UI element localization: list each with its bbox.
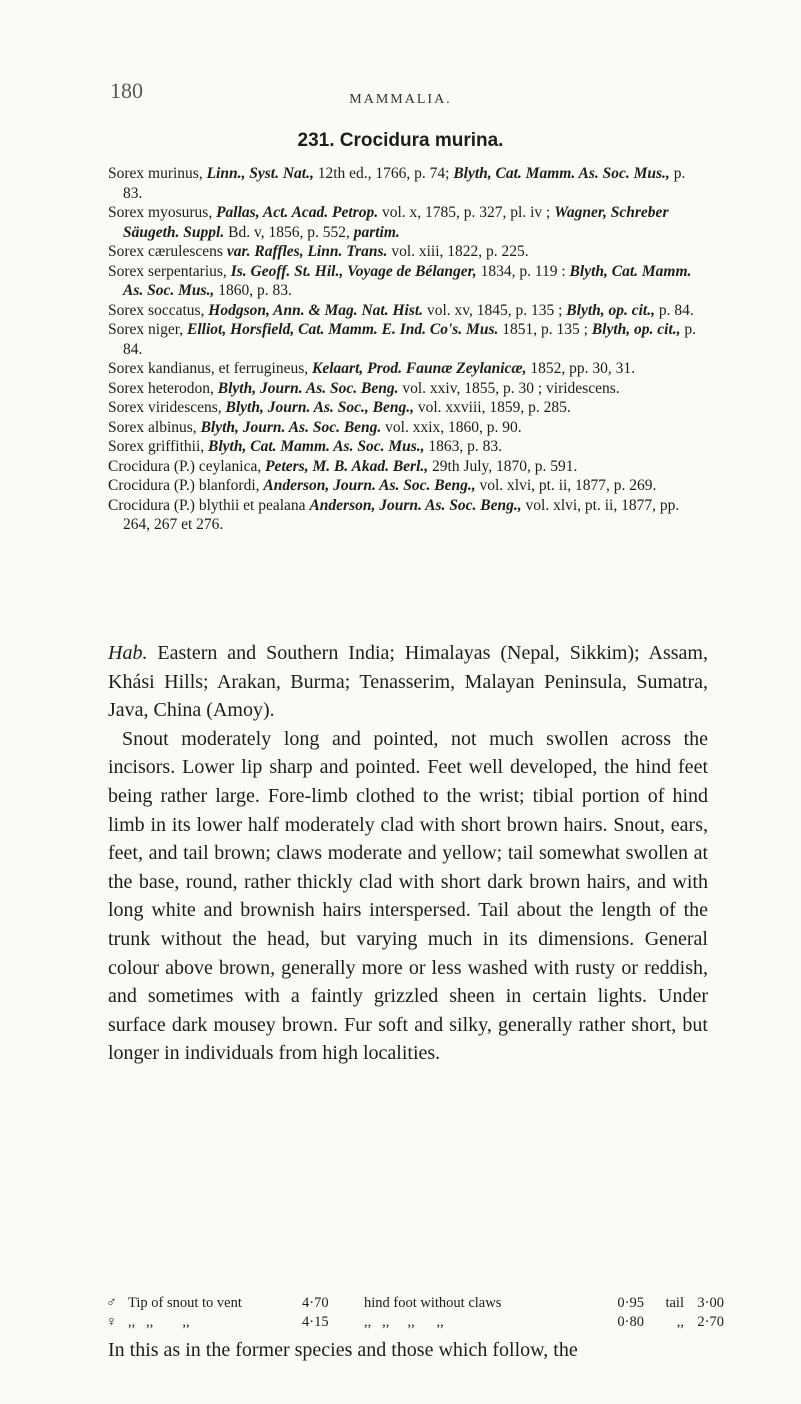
citation-text: 1860, p. 83. xyxy=(214,282,292,299)
female-symbol: ♀ xyxy=(106,1314,117,1330)
synonym-entry xyxy=(108,359,708,379)
citation-text: Sorex soccatus, xyxy=(108,301,209,319)
synonym-entry xyxy=(108,457,708,477)
synonym-entry xyxy=(108,301,708,321)
measurement-value: 2·70 xyxy=(697,1314,724,1330)
citation-text: Sorex serpentarius, xyxy=(108,262,231,280)
citation-text: vol. xxix, 1860, p. 90. xyxy=(381,418,522,436)
citation-author: Kelaart, Prod. Faunæ Zeylanicæ, xyxy=(312,360,527,377)
synonym-entry xyxy=(108,496,708,535)
citation-author: Blyth, Cat. Mamm. As. Soc. Mus., xyxy=(453,165,670,182)
citation-author: Blyth, Journ. As. Soc., Beng., xyxy=(225,399,414,416)
citation-text: Sorex niger, xyxy=(108,321,188,338)
citation-author: Peters, M. B. Akad. Berl., xyxy=(265,457,429,475)
synonym-entry xyxy=(108,262,708,301)
citation-text: p. 84. xyxy=(123,321,697,358)
measurements-table xyxy=(106,1294,726,1332)
citation-author: Blyth, Journ. As. Soc. Beng. xyxy=(217,379,399,397)
running-head: MAMMALIA. xyxy=(349,92,452,107)
citation-text: Sorex heterodon, xyxy=(108,379,218,397)
citation-text: p. 84. xyxy=(655,301,694,319)
habitat-paragraph xyxy=(108,639,708,725)
citation-author: Anderson, Journ. As. Soc. Beng., xyxy=(309,496,522,514)
measurement-value: 0·95 xyxy=(617,1295,644,1311)
citation-author: Wagner, Schreber Säugeth. Suppl. xyxy=(123,204,669,241)
synonym-entry xyxy=(108,379,708,399)
citation-text: Sorex griffithii, xyxy=(108,438,209,455)
measurement-value: 3·00 xyxy=(697,1295,724,1311)
citation-text: 1851, p. 135 ; xyxy=(498,321,592,338)
citation-text: Sorex kandianus, et ferrugineus, xyxy=(108,360,313,377)
measurement-label: ,, ,, ,, ,, xyxy=(364,1314,444,1330)
citation-text: vol. xlvi, pt. ii, 1877, p. 269. xyxy=(475,477,657,494)
measurement-value: 0·80 xyxy=(617,1314,644,1330)
citation-author: var. Raffles, Linn. Trans. xyxy=(226,243,388,260)
measurement-label: ,, ,, ,, xyxy=(128,1314,190,1330)
citation-text: Crocidura (P.) blythii et pealana xyxy=(108,496,310,514)
measurement-label: hind foot without claws xyxy=(364,1295,502,1311)
page-number: 180 xyxy=(110,78,143,103)
male-symbol: ♂ xyxy=(106,1295,117,1311)
citation-author: Blyth, op. cit., xyxy=(591,321,681,338)
habitat-label: Hab. xyxy=(108,642,148,664)
citation-text: Sorex albinus, xyxy=(108,418,201,436)
citation-text: Crocidura (P.) blanfordi, xyxy=(108,477,264,494)
citation-text: 12th ed., 1766, p. 74; xyxy=(313,165,454,182)
description-paragraph: Snout moderately long and pointed, not much swollen across the incisors. Lower lip sharp and pointed. Feet well developed, the hind feet being rather large. Fore-limb clothed to the wrist; tibial portion of hind limb in its lower half moderately clad with short brown hairs. Snout, ears, feet, and tail brown; claws moderate and yellow; tail somewhat swollen at the base, round, rather thickly clad with short dark brown hairs, and with long white and brownish hairs interspersed. Tail about the length of the trunk without the head, but varying much in its dimensions. General colour above brown, generally more or less washed with rusty or reddish, and sometimes with a faintly grizzled sheen in certain lights. Under surface dark mousey brown. Fur soft and silky, generally rather short, but longer in individuals from high localities. xyxy=(108,727,708,1065)
citation-text: Bd. v, 1856, p. 552, xyxy=(224,223,354,241)
habitat-text: Eastern and Southern India; Himalayas (Nepal, Sikkim); Assam, Khási Hills; Arakan, Burma; Tenasserim, Malayan Peninsula, Sumatra, Java, China (Amoy). xyxy=(108,642,708,722)
measurement-label: tail xyxy=(665,1295,684,1311)
citation-author: Hodgson, Ann. & Mag. Nat. Hist. xyxy=(208,301,424,319)
measurement-value: 4·15 xyxy=(302,1314,329,1330)
citation-text: p. 83. xyxy=(123,165,686,202)
measurement-label: Tip of snout to vent xyxy=(128,1295,242,1311)
citation-text: 29th July, 1870, p. 591. xyxy=(428,457,578,475)
measurement-value: 4·70 xyxy=(302,1295,329,1311)
citation-author: Linn., Syst. Nat., xyxy=(206,165,314,182)
citation-text: 1863, p. 83. xyxy=(424,438,503,455)
citation-text: vol. xxviii, 1859, p. 285. xyxy=(414,399,571,416)
synonym-entry xyxy=(108,320,708,359)
species-title: 231. Crocidura murina. xyxy=(297,130,504,151)
synonymy-list xyxy=(108,164,708,535)
citation-text: 1852, pp. 30, 31. xyxy=(526,360,635,377)
citation-text: vol. x, 1785, p. 327, pl. iv ; xyxy=(378,204,555,221)
citation-text: vol. xlvi, pt. ii, 1877, pp. 264, 267 et 276. xyxy=(123,496,680,533)
measurement-row-male xyxy=(106,1294,726,1313)
synonym-entry xyxy=(108,476,708,496)
synonym-entry xyxy=(108,398,708,418)
measurement-row-female xyxy=(106,1313,726,1332)
citation-text: vol. xv, 1845, p. 135 ; xyxy=(423,301,567,319)
synonym-entry xyxy=(108,437,708,457)
citation-author: Pallas, Act. Acad. Petrop. xyxy=(216,204,379,221)
citation-text: Sorex murinus, xyxy=(108,165,207,182)
citation-text: Sorex myosurus, xyxy=(108,204,217,221)
synonym-entry xyxy=(108,203,708,242)
synonym-entry xyxy=(108,242,708,262)
citation-author: partim. xyxy=(353,223,400,241)
citation-text: vol. xxiv, 1855, p. 30 ; viridescens. xyxy=(398,379,620,397)
citation-author: Blyth, op. cit., xyxy=(566,301,655,319)
citation-author: Anderson, Journ. As. Soc. Beng., xyxy=(263,477,476,494)
measurement-label: ,, xyxy=(676,1314,684,1330)
synonym-entry xyxy=(108,418,708,438)
citation-text: 1834, p. 119 : xyxy=(476,262,570,280)
closing-line: In this as in the former species and those which follow, the xyxy=(108,1339,578,1361)
citation-author: Blyth, Cat. Mamm. As. Soc. Mus., xyxy=(123,262,692,299)
body-text xyxy=(108,639,708,1068)
citation-author: Blyth, Cat. Mamm. As. Soc. Mus., xyxy=(208,438,425,455)
citation-author: Elliot, Horsfield, Cat. Mamm. E. Ind. Co's. Mus. xyxy=(187,321,499,338)
citation-text: Crocidura (P.) ceylanica, xyxy=(108,457,266,475)
synonym-entry xyxy=(108,164,708,203)
citation-text: Sorex viridescens, xyxy=(108,399,226,416)
citation-text: vol. xiii, 1822, p. 225. xyxy=(387,243,529,260)
citation-author: Is. Geoff. St. Hil., Voyage de Bélanger, xyxy=(230,262,477,280)
citation-author: Blyth, Journ. As. Soc. Beng. xyxy=(200,418,382,436)
citation-text: Sorex cærulescens xyxy=(108,243,227,260)
